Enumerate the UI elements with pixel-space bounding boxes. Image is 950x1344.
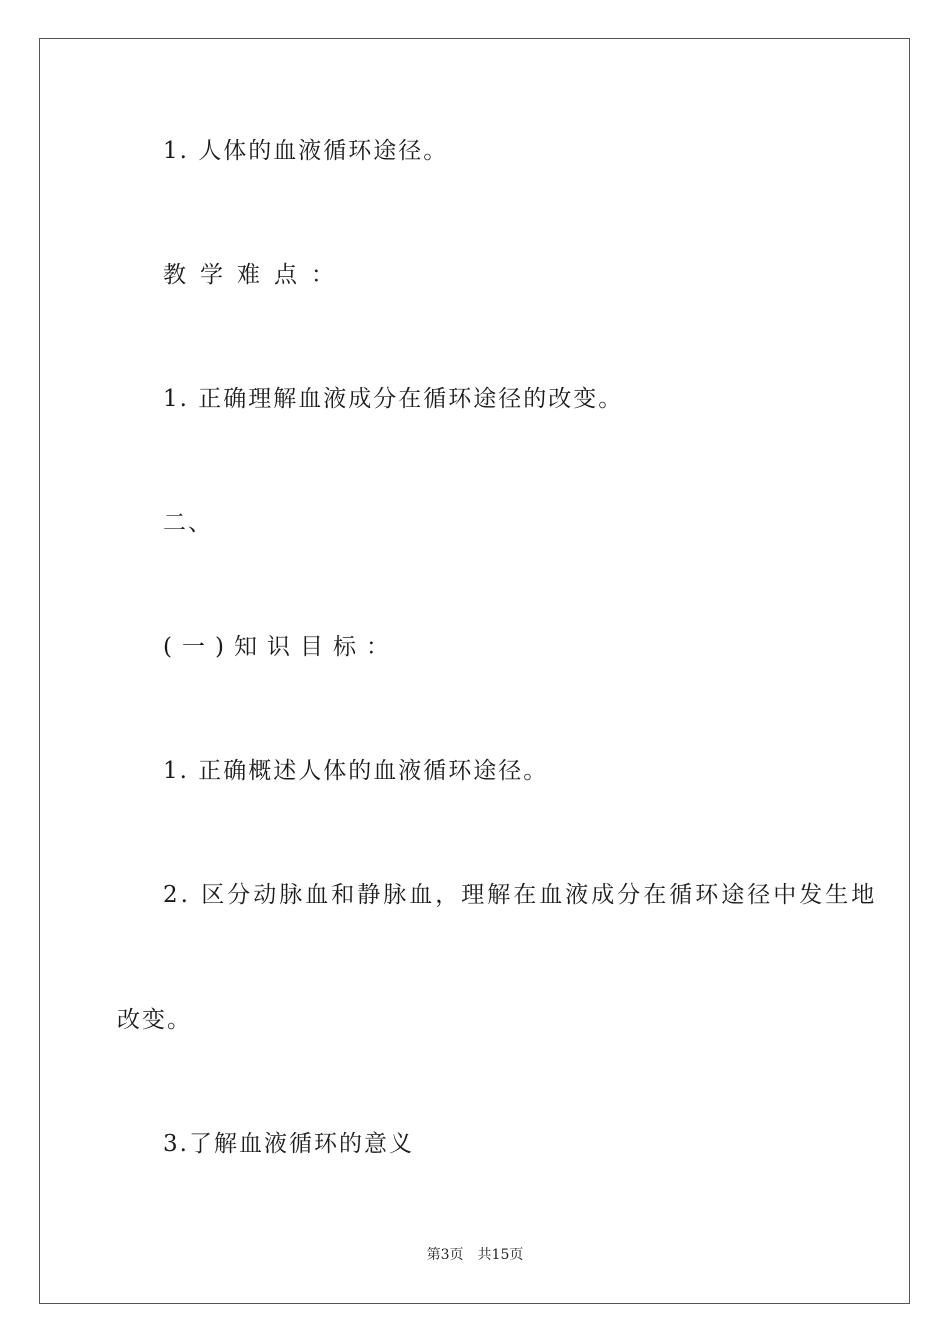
text-line-4-continued: 改变。 (117, 1007, 192, 1033)
text-line-5: 3.了解血液循环的意义 (163, 1131, 414, 1157)
text-line-2: 1. 正确理解血液成分在循环途径的改变。 (163, 386, 624, 412)
page-border (39, 38, 910, 1304)
section-heading-two: 二、 (163, 510, 213, 536)
text-line-4: 2. 区分动脉血和静脉血，理解在血液成分在循环途径中发生地 (163, 882, 878, 908)
page-number-total: 共15页 (477, 1247, 524, 1263)
section-heading-teaching-difficulty: 教学难点： (163, 262, 348, 288)
text-line-3: 1. 正确概述人体的血液循环途径。 (163, 758, 549, 784)
page-number-current: 第3页 (426, 1247, 464, 1263)
page-footer (0, 1246, 950, 1264)
section-heading-knowledge-goals: (一)知识目标： (163, 634, 399, 660)
text-line-1: 1. 人体的血液循环途径。 (163, 138, 449, 164)
